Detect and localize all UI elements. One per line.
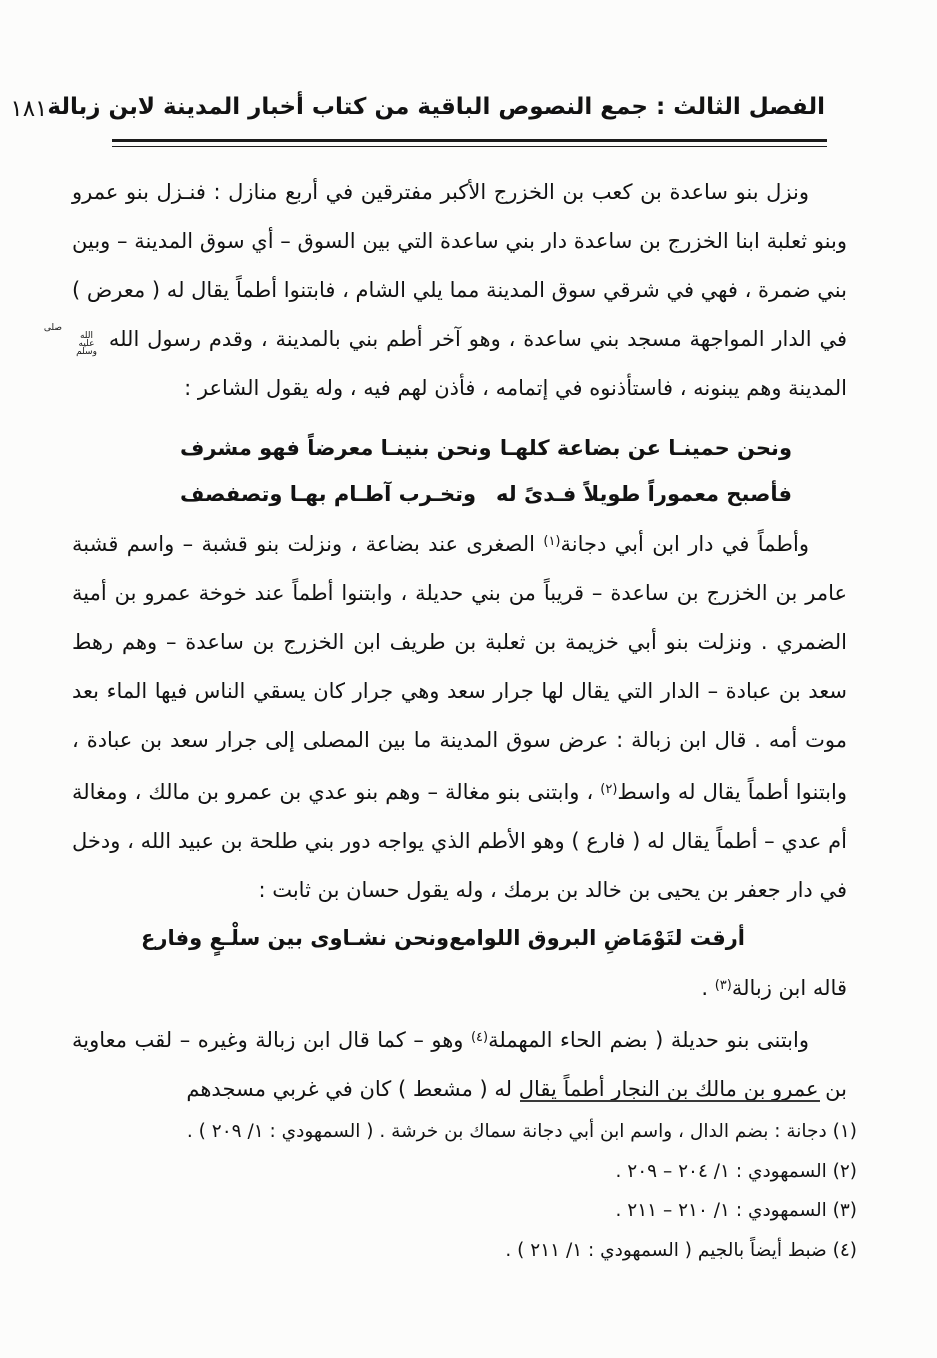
paragraph-1-text-b: المدينة وهم يبنونه ، فاستأذنوه في إتمامه ، فأذن لهم فيه ، وله يقول الشاعر : <box>184 376 847 400</box>
footnote-ref-4: (٤) <box>470 1030 489 1045</box>
footnote-1: (١) دجانة : بضم الدال ، واسم ابن أبي دجانة سماك بن خرشة . ( السمهودي : ١/ ٢٠٩ ) . <box>186 1121 857 1142</box>
chapter-header-title: الفصل الثالث : جمع النصوص الباقية من كتاب أخبار المدينة لابن زبالة <box>47 94 825 120</box>
verse-2-right-hemistich: فأصبح معموراً طويلاً فـدىً له <box>496 482 792 506</box>
attribution-text: قاله ابن زبالة <box>731 976 847 1000</box>
paragraph-2-text-c: ، وابتنى بنو مغالة – وهم بنو عدي بن عمرو بن مالك ، ومغالة أم عدي – أطماً يقال له ( فارع ) وهو الأطم الذي يواجه دور بني طلحة بن عبيد الله ، ودخل في دار جعفر بن يحيى بن خالد بن برمك ، وله يقول حسان بن ثابت : <box>72 780 847 902</box>
verse-2-left-hemistich: وتخـرب آطـام بهـا وتصفصف <box>180 482 477 506</box>
honorific-salla-allahu-alayhi-wasallam-icon: صلى الله عليه وسلم <box>43 323 97 357</box>
footnote-3: (٣) السمهودي : ١/ ٢١٠ – ٢١١ . <box>615 1200 857 1221</box>
poem-verse-3 <box>141 915 745 961</box>
footnote-4: (٤) ضبط أيضاً بالجيم ( السمهودي : ١/ ٢١١ ) . <box>505 1239 857 1261</box>
poem-verse-2 <box>180 471 792 517</box>
footnote-ref-1: (١) <box>543 534 561 549</box>
footnotes-section <box>70 1112 857 1270</box>
footnote-divider-rule <box>520 1100 820 1102</box>
footnote-ref-2: (٢) <box>600 782 618 797</box>
paragraph-1 <box>43 168 847 413</box>
paragraph-2-text-a: وأطماً في دار ابن أبي دجانة <box>560 532 809 556</box>
poem-hassan-ibn-thabit <box>141 915 745 961</box>
page-number: ١٨١ <box>10 96 48 122</box>
verse-1-left-hemistich: ونحن بنينـا معرضاً فهو مشرف <box>180 436 492 460</box>
attribution-line <box>72 961 847 1013</box>
poem-muarrad <box>180 425 792 517</box>
footnote-ref-3: (٣) <box>714 978 732 993</box>
paragraph-2 <box>72 517 847 915</box>
page-header <box>10 94 825 122</box>
verse-1-right-hemistich: ونحن حمينـا عن بضاعة كلهـا <box>499 436 792 460</box>
paragraph-2-text-b: الصغرى عند بضاعة ، ونزلت بنو قشبة – واسم قشبة عامر بن الخزرج بن ساعدة – قريباً من بني حديلة ، وابتنوا أطماً عند خوخة عمرو بن أمية الضمري . ونزلت بنو أبي خزيمة بن ثعلبة بن طريف ابن الخزرج بن ساعدة – وهم رهط سعد بن عبادة – الدار التي يقال لها جرار سعد وهي جرار كان يسقي الناس فيها الماء بعد موت أمه . قال ابن زبالة : عرض سوق المدينة ما بين المصلى إلى جرار سعد بن عبادة ، وابتنوا أطماً يقال له واسط <box>72 532 847 804</box>
verse-3-right-hemistich: أرقت لتَوْمَاضِ البروق اللوامع <box>449 926 745 950</box>
footnote-2: (٢) السمهودي : ١/ ٢٠٤ – ٢٠٩ . <box>615 1160 857 1182</box>
paragraph-3-text-a: وابتنى بنو حديلة ( بضم الحاء المهملة <box>488 1028 809 1052</box>
header-divider-rule <box>112 139 827 147</box>
page-body <box>43 168 847 1114</box>
poem-verse-1 <box>180 425 792 471</box>
attribution-tail: . <box>701 976 715 1000</box>
paragraph-3 <box>72 1013 847 1114</box>
verse-3-left-hemistich: ونحن نشـاوى بين سلْـعٍ وفارع <box>141 926 450 950</box>
paragraph-1-text-a: ونزل بنو ساعدة بن كعب بن الخزرج الأكبر مفترقين في أربع منازل : فنـزل بنو عمرو وبنو ثعلبة ابنا الخزرج بن ساعدة دار بني ساعدة التي بين السوق – أي سوق المدينة – وبين بني ضمرة ، فهي في شرقي سوق المدينة مما يلي الشام ، فابتنوا أطماً يقال له ( معرض ) في الدار المواجهة مسجد بني ساعدة ، وهو آخر أطم بني بالمدينة ، وقدم رسول الله <box>72 180 847 351</box>
paragraph-3-text-b: وهو – كما قال ابن زبالة وغيره – لقب معاوية بن عمرو بن مالك بن النجار أطماً يقال له ( مشعط ) كان في غربي مسجدهم <box>72 1028 847 1101</box>
